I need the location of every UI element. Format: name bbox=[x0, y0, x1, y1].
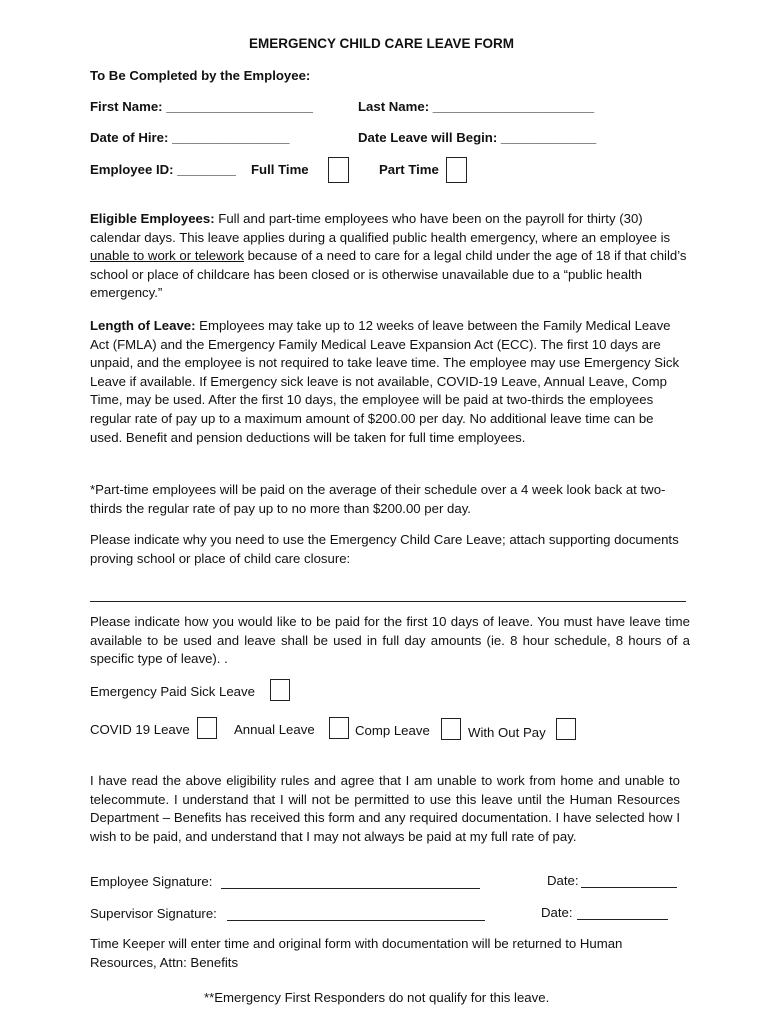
eligible-underlined: unable to work or telework bbox=[90, 248, 244, 264]
pay-prompt: Please indicate how you would like to be paid for the first 10 days of leave. You must have leave time available to be used and leave shall be used in full day amounts (ie. 8 hour schedule, 8 hours of a specific type of leave). . bbox=[90, 614, 690, 667]
eligible-heading: Eligible Employees: bbox=[90, 211, 215, 226]
employee-section-heading: To Be Completed by the Employee: bbox=[90, 68, 311, 83]
reason-line[interactable] bbox=[90, 601, 686, 602]
last-name-field[interactable]: Last Name: ______________________ bbox=[358, 99, 595, 114]
acknowledgement: I have read the above eligibility rules and agree that I am unable to work from home and unable to telecommute. I understand that I will not be permitted to use this leave until the Human Resources Department – Benefits has received this form and any required documentation. I have selected how I wish to be paid, and understand that I may not always be paid at my full rate of pay. bbox=[90, 773, 680, 844]
emergency-sick-checkbox[interactable] bbox=[270, 679, 290, 701]
date-of-hire-field[interactable]: Date of Hire: ________________ bbox=[90, 130, 290, 145]
timekeeper-note: Time Keeper will enter time and original form with documentation will be returned to Human Resources, Attn: Benefits bbox=[90, 936, 623, 970]
emergency-sick-label: Emergency Paid Sick Leave bbox=[90, 684, 255, 699]
date-leave-begin-field[interactable]: Date Leave will Begin: _____________ bbox=[358, 130, 597, 145]
annual-checkbox[interactable] bbox=[329, 717, 349, 739]
covid-checkbox[interactable] bbox=[197, 717, 217, 739]
comp-checkbox[interactable] bbox=[441, 718, 461, 740]
employee-signature-label: Employee Signature: bbox=[90, 874, 213, 889]
supervisor-signature-label: Supervisor Signature: bbox=[90, 906, 217, 921]
reason-prompt: Please indicate why you need to use the Emergency Child Care Leave; attach supporting documents proving school or place of child care closure: bbox=[90, 532, 679, 566]
covid-label: COVID 19 Leave bbox=[90, 722, 190, 737]
part-time-note: *Part-time employees will be paid on the average of their schedule over a 4 week look back at two-thirds the regular rate of pay up to no more than $200.00 per day. bbox=[90, 482, 666, 516]
employee-id-field[interactable]: Employee ID: ________ bbox=[90, 162, 236, 177]
part-time-label: Part Time bbox=[379, 162, 439, 177]
annual-label: Annual Leave bbox=[234, 722, 315, 737]
supervisor-signature-line[interactable] bbox=[227, 920, 485, 921]
first-name-field[interactable]: First Name: ____________________ bbox=[90, 99, 313, 114]
employee-date-line[interactable] bbox=[581, 887, 677, 888]
full-time-checkbox[interactable] bbox=[328, 157, 349, 183]
part-time-checkbox[interactable] bbox=[446, 157, 467, 183]
eligible-employees-paragraph bbox=[90, 210, 688, 303]
footer-note: **Emergency First Responders do not qualify for this leave. bbox=[204, 990, 550, 1005]
without-pay-label: With Out Pay bbox=[468, 725, 546, 740]
length-heading: Length of Leave: bbox=[90, 318, 196, 333]
employee-signature-line[interactable] bbox=[221, 888, 480, 889]
eligible-text-b: because of a need to care for a legal child under the age of 18 if that child’s school or place of childcare has been closed or is otherwise unavailable due to a “public health emergency.” bbox=[90, 248, 687, 301]
comp-label: Comp Leave bbox=[355, 723, 430, 738]
eligible-text-a: Full and part-time employees who have been on the payroll for thirty (30) calendar days. This leave applies during a qualified public health emergency, where an employee is bbox=[90, 211, 671, 245]
length-text: Employees may take up to 12 weeks of leave between the Family Medical Leave Act (FMLA) and the Emergency Family Medical Leave Expansion Act (ECC). The first 10 days are unpaid, and the employee is not required to take leave time. The employee may use Emergency Sick Leave if available. If Emergency sick leave is not available, COVID-19 Leave, Annual Leave, Comp Time, may be used. After the first 10 days, the employee will be paid at two-thirds the employees regular rate of pay up to a maximum amount of $200.00 per day. No additional leave time can be used. Benefit and pension deductions will be taken for full time employees. bbox=[90, 318, 680, 445]
supervisor-date-line[interactable] bbox=[577, 919, 668, 920]
full-time-label: Full Time bbox=[251, 162, 309, 177]
employee-date-label: Date: bbox=[547, 873, 579, 888]
without-pay-checkbox[interactable] bbox=[556, 718, 576, 740]
supervisor-date-label: Date: bbox=[541, 905, 573, 920]
form-title: EMERGENCY CHILD CARE LEAVE FORM bbox=[249, 36, 515, 51]
length-of-leave-paragraph bbox=[90, 317, 688, 447]
